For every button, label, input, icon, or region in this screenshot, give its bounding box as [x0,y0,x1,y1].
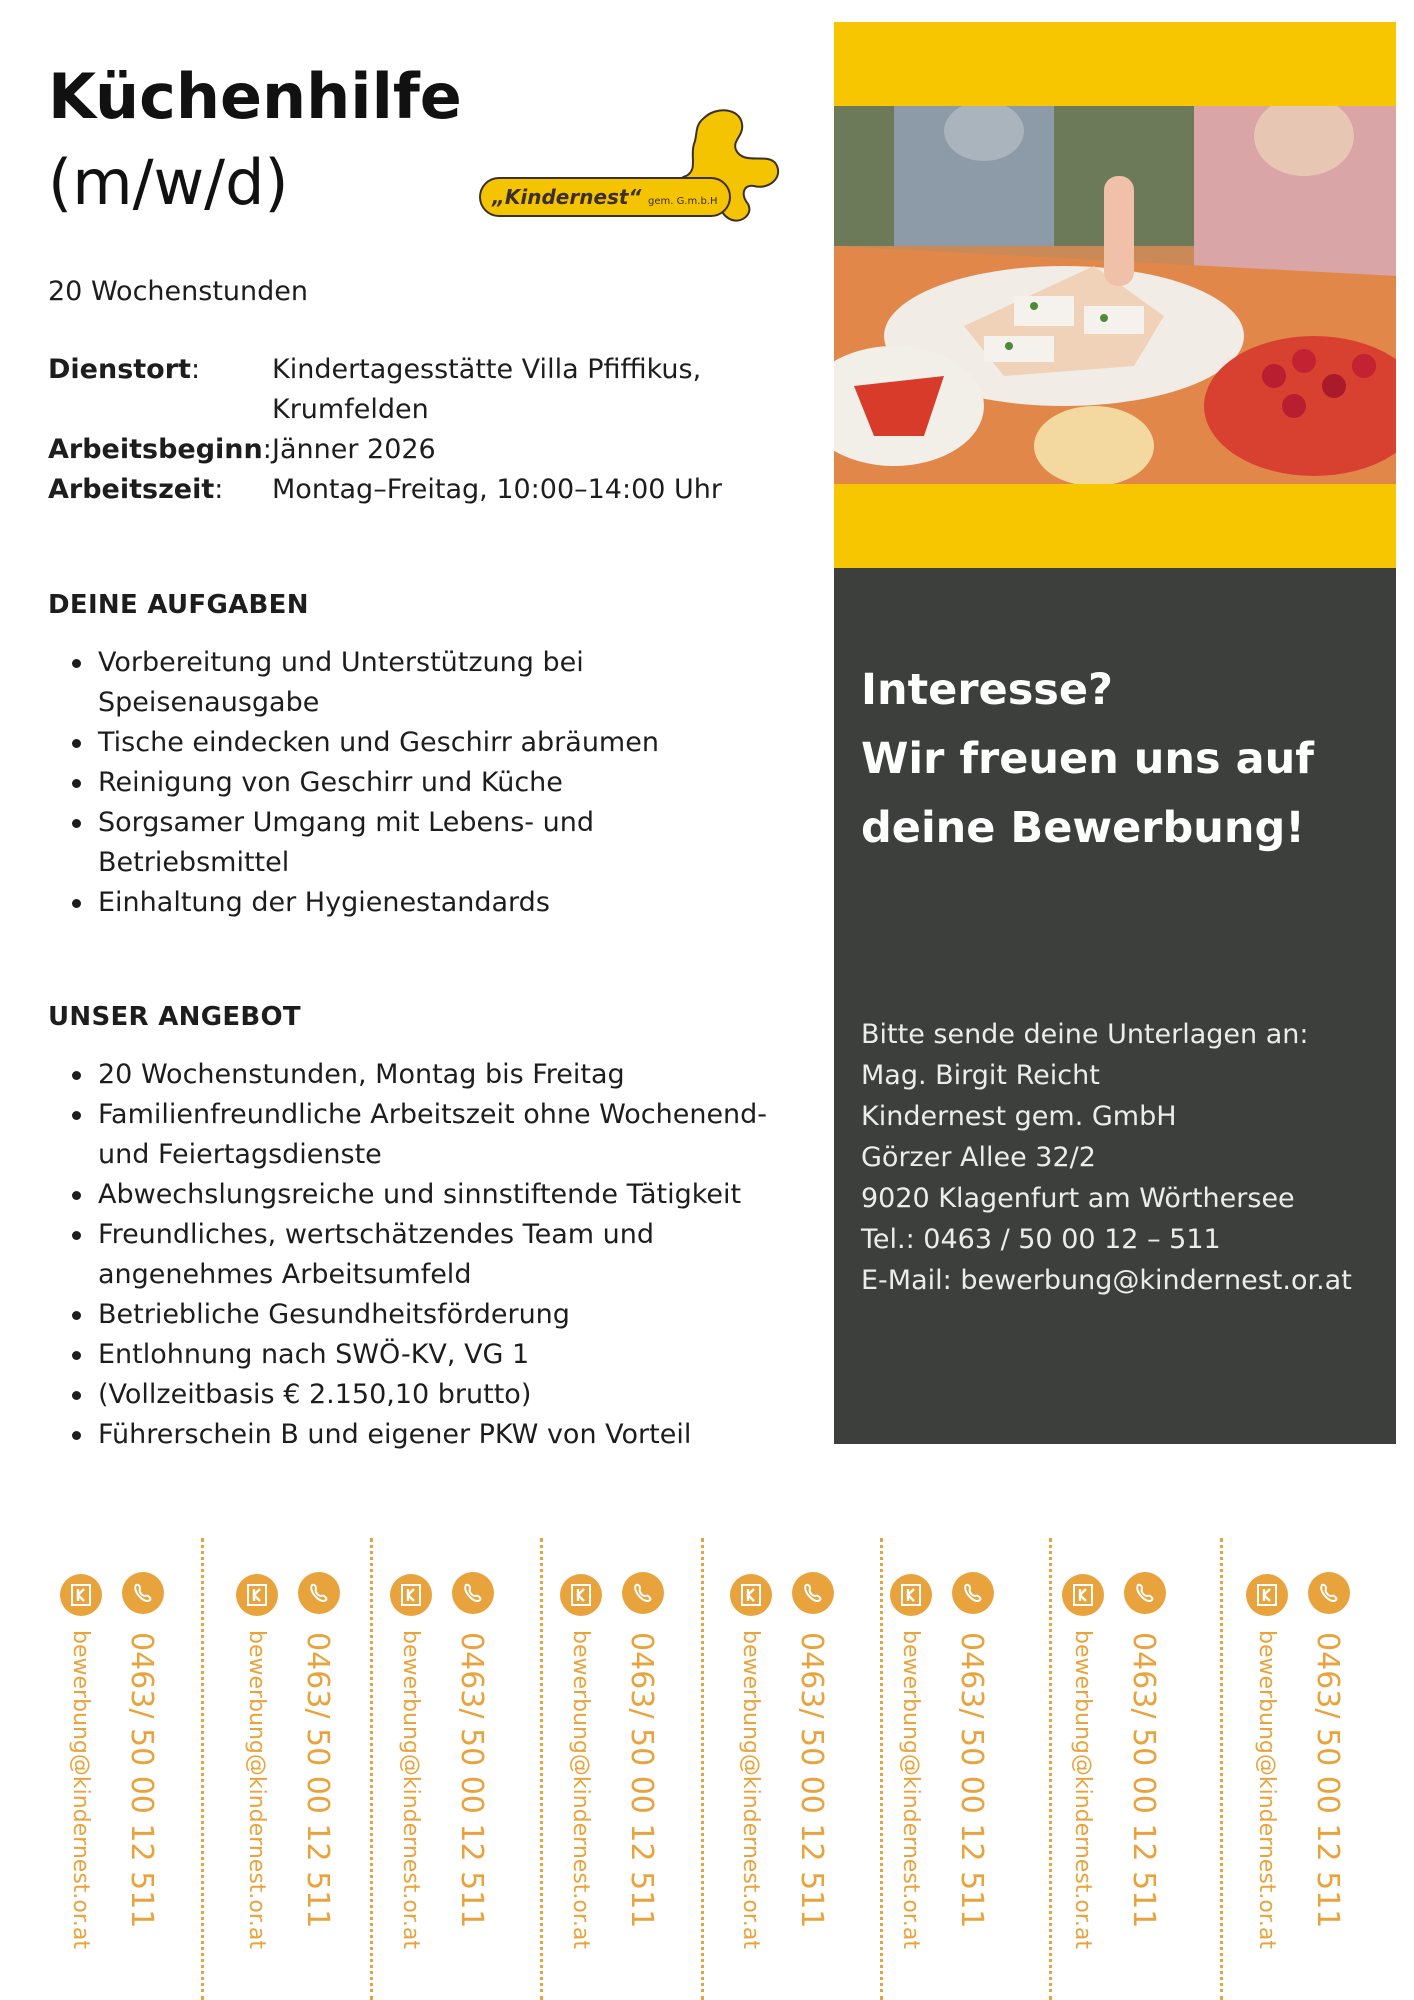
list-item: Familienfreundliche Arbeitszeit ohne Wochenend- und Feiertagsdienste [48,1095,778,1175]
phone-icon [1124,1572,1166,1614]
tearoff-phone: 0463/ 50 00 12 511 [794,1632,829,1929]
tearoff-phone: 0463/ 50 00 12 511 [124,1632,159,1929]
kindernest-k-icon [730,1574,772,1616]
kindernest-k-icon [390,1574,432,1616]
fact-value: Montag–Freitag, 10:00–14:00 Uhr [272,474,722,505]
tearoff-email: bewerbung@kindernest.or.at [244,1630,269,1949]
fact-label: Dienstort: [48,354,201,385]
kindernest-k-icon [236,1574,278,1616]
list-item: (Vollzeitbasis € 2.150,10 brutto) [48,1375,778,1415]
tearoff-email: bewerbung@kindernest.or.at [738,1630,763,1949]
kindernest-k-icon [60,1574,102,1616]
list-item: Freundliches, wertschätzendes Team und angenehmes Arbeitsumfeld [48,1215,778,1295]
contact-email: E-Mail: bewerbung@kindernest.or.at [861,1265,1352,1296]
accent-bar-top [834,22,1396,106]
tearoff-divider [701,1538,704,2000]
contact-city: 9020 Klagenfurt am Wörthersee [861,1183,1295,1214]
tearoff-divider [540,1538,543,2000]
tearoff-phone: 0463/ 50 00 12 511 [1126,1632,1161,1929]
phone-icon [622,1572,664,1614]
list-item: Sorgsamer Umgang mit Lebens- und Betriebsmittel [48,803,778,883]
fact-value: Jänner 2026 [272,434,436,465]
tearoff-email: bewerbung@kindernest.or.at [1254,1630,1279,1949]
tearoff-email: bewerbung@kindernest.or.at [898,1630,923,1949]
contact-phone: Tel.: 0463 / 50 00 12 – 511 [861,1224,1221,1255]
tearoff-divider [880,1538,883,2000]
fact-value: Kindertagesstätte Villa Pfiffikus, Krumfelden [272,354,702,425]
phone-icon [792,1572,834,1614]
tearoff-phone: 0463/ 50 00 12 511 [954,1632,989,1929]
tearoff-phone: 0463/ 50 00 12 511 [454,1632,489,1929]
list-item: Tische eindecken und Geschirr abräumen [48,723,778,763]
kindernest-k-icon [560,1574,602,1616]
phone-icon [122,1572,164,1614]
tearoff-phone: 0463/ 50 00 12 511 [1310,1632,1345,1929]
weekly-hours: 20 Wochenstunden [48,276,308,307]
phone-icon [298,1572,340,1614]
tearoff-divider [1049,1538,1052,2000]
list-item: Abwechslungsreiche und sinnstiftende Tätigkeit [48,1175,778,1215]
fact-label: Arbeitszeit: [48,474,224,505]
kindernest-logo [478,108,796,226]
tearoff-divider [201,1538,204,2000]
contact-company: Kindernest gem. GmbH [861,1101,1177,1132]
cta-heading: Interesse? Wir freuen uns auf deine Bewerbung! [861,665,1314,853]
kindernest-k-icon [1246,1574,1288,1616]
list-item: Reinigung von Geschirr und Küche [48,763,778,803]
tearoff-email: bewerbung@kindernest.or.at [68,1630,93,1949]
tasks-list [48,643,778,923]
kindernest-k-icon [890,1574,932,1616]
logo-text: „Kindernest“ [492,185,642,209]
tearoff-email: bewerbung@kindernest.or.at [1070,1630,1095,1949]
job-title-gender: (m/w/d) [48,146,289,219]
accent-bar-bottom [834,484,1396,568]
contact-name: Mag. Birgit Reicht [861,1060,1100,1091]
tearoff-email: bewerbung@kindernest.or.at [398,1630,423,1949]
contact-info [861,1014,1352,1301]
tearoff-email: bewerbung@kindernest.or.at [568,1630,593,1949]
job-title: Küchenhilfe [48,60,462,133]
logo-suffix: gem. G.m.b.H [648,196,718,207]
tearoff-phone: 0463/ 50 00 12 511 [624,1632,659,1929]
offer-list [48,1055,778,1455]
tearoff-divider [370,1538,373,2000]
kindernest-k-icon [1062,1574,1104,1616]
list-item: Führerschein B und eigener PKW von Vorteil [48,1415,778,1455]
list-item: Einhaltung der Hygienestandards [48,883,778,923]
tasks-heading: DEINE AUFGABEN [48,590,309,620]
tearoff-divider [1220,1538,1223,2000]
list-item: 20 Wochenstunden, Montag bis Freitag [48,1055,778,1095]
phone-icon [952,1572,994,1614]
list-item: Entlohnung nach SWÖ-KV, VG 1 [48,1335,778,1375]
fact-label: Arbeitsbeginn: [48,434,272,465]
phone-icon [1308,1572,1350,1614]
list-item: Betriebliche Gesundheitsförderung [48,1295,778,1335]
application-panel [834,568,1396,1444]
food-photo [834,106,1396,484]
list-item: Vorbereitung und Unterstützung bei Speisenausgabe [48,643,778,723]
phone-icon [452,1572,494,1614]
offer-heading: UNSER ANGEBOT [48,1002,301,1032]
tearoff-phone: 0463/ 50 00 12 511 [300,1632,335,1929]
contact-street: Görzer Allee 32/2 [861,1142,1096,1173]
contact-intro: Bitte sende deine Unterlagen an: [861,1019,1309,1050]
